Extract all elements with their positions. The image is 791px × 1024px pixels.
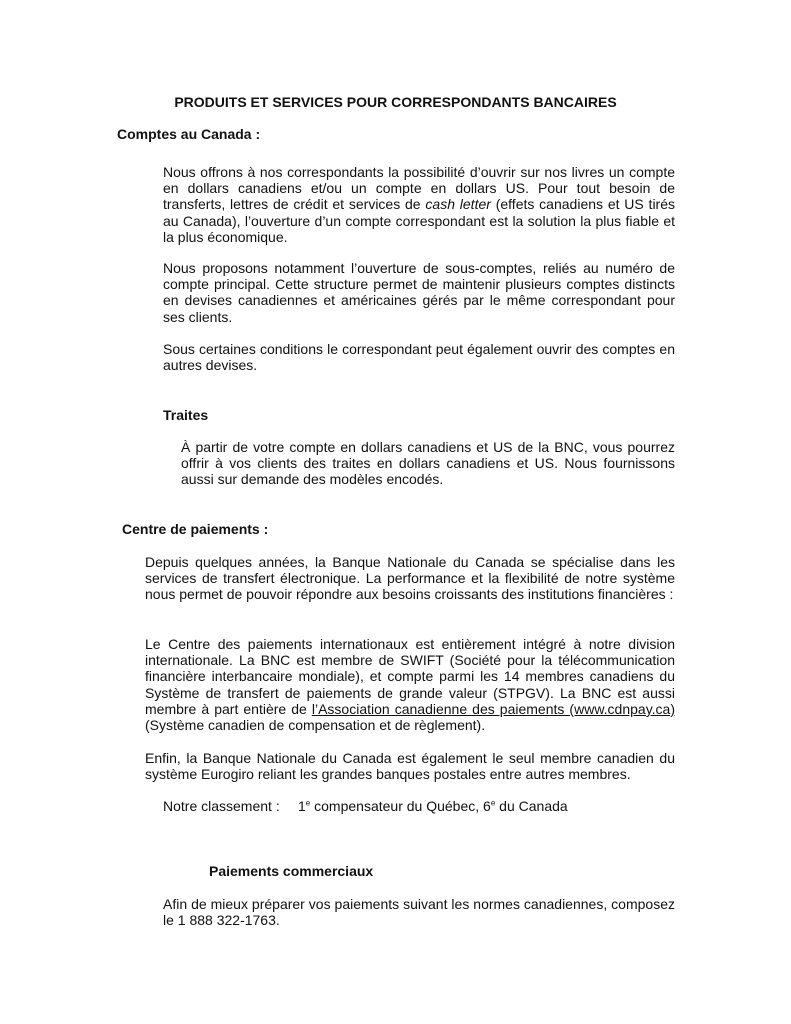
paragraph-comptes-3: Sous certaines conditions le correspondant peut également ouvrir des comptes en autres devises. bbox=[163, 341, 675, 374]
section-heading-paiements: Paiements commerciaux bbox=[209, 863, 374, 879]
ranking-1-text: compensateur du Québec, bbox=[310, 798, 484, 814]
paragraph-comptes-1-a: Nous offrons à nos correspondants la possibilité d’ouvrir sur nos livres un compte en dollars canadiens et/ou un compte en dollars US. Pour tout besoin de transferts, lettres de crédit et services de bbox=[163, 164, 675, 213]
paragraph-centre-2 bbox=[145, 636, 675, 733]
ranking-value bbox=[298, 798, 568, 814]
paragraph-centre-2-a: Le Centre des paiements internationaux est entièrement intégré à notre division internationale. La BNC est membre de SWIFT (Société pour la télécommunication financière interbancaire mondiale), et compte parmi les 14 membres canadiens du Système de transfert de paiements de grande valeur (STPGV). La BNC est aussi membre à part entière de bbox=[145, 636, 675, 717]
association-link[interactable]: l’Association canadienne des paiements (www.cdnpay.ca) bbox=[311, 700, 675, 717]
ranking-2-sup: e bbox=[490, 798, 496, 808]
paragraph-comptes-2: Nous proposons notamment l’ouverture de sous-comptes, reliés au numéro de compte principal. Cette structure permet de maintenir plusieurs comptes distincts en devises canadiennes et américaines gérés par le même correspondant pour ses clients. bbox=[163, 260, 675, 325]
paragraph-comptes-1 bbox=[163, 164, 675, 245]
paragraph-traites-1: À partir de votre compte en dollars canadiens et US de la BNC, vous pourrez offrir à vos clients des traites en dollars canadiens et US. Nous fournissons aussi sur demande des modèles encodés. bbox=[181, 439, 675, 488]
ranking-1-sup: e bbox=[305, 798, 311, 808]
cash-letter-term: cash letter bbox=[425, 196, 491, 213]
ranking-1-num: 1 bbox=[298, 798, 306, 814]
section-heading-traites: Traites bbox=[163, 407, 209, 423]
paragraph-comptes-1-b: (effets canadiens et US tirés au Canada), l’ouverture d’un compte correspondant est la solution la plus fiable et la plus économique. bbox=[163, 196, 675, 245]
ranking-2-text: du Canada bbox=[495, 798, 568, 814]
page-title: PRODUITS ET SERVICES POUR CORRESPONDANTS BANCAIRES bbox=[174, 94, 617, 110]
paragraph-centre-2-b: (Système canadien de compensation et de règlement). bbox=[145, 717, 486, 734]
section-heading-comptes: Comptes au Canada : bbox=[117, 126, 261, 142]
section-heading-centre: Centre de paiements : bbox=[122, 521, 269, 537]
paragraph-centre-3: Enfin, la Banque Nationale du Canada est également le seul membre canadien du système Eurogiro reliant les grandes banques postales entre autres membres. bbox=[145, 750, 675, 783]
paragraph-centre-1: Depuis quelques années, la Banque Nationale du Canada se spécialise dans les services de transfert électronique. La performance et la flexibilité de notre système nous permet de pouvoir répondre aux besoins croissants des institutions financières : bbox=[145, 554, 675, 603]
ranking-2-num: 6 bbox=[483, 798, 491, 814]
paragraph-paiements-1: Afin de mieux préparer vos paiements suivant les normes canadiennes, composez le 1 888 322-1763. bbox=[163, 896, 675, 929]
ranking-label: Notre classement : bbox=[163, 798, 280, 814]
